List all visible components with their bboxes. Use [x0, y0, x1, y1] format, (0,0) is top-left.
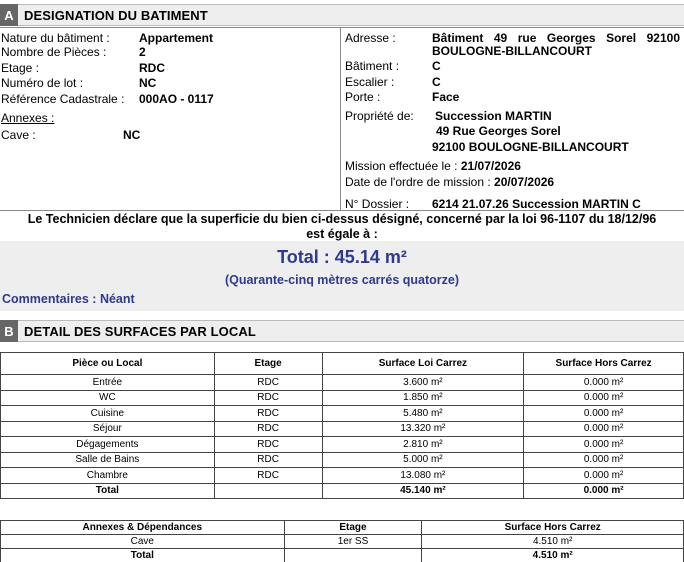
- proprio-label: Propriété de:: [345, 109, 414, 123]
- section-a-title: DESIGNATION DU BATIMENT: [24, 7, 208, 23]
- table-cell: Dégagements: [1, 437, 215, 453]
- building-info-box: [0, 27, 684, 211]
- annexes-table: [0, 520, 684, 562]
- table-cell: 0.000 m²: [524, 468, 684, 484]
- section-b-header: [0, 320, 684, 342]
- col-header-hors-carrez: Surface Hors Carrez: [524, 353, 684, 375]
- table-cell: 5.000 m²: [322, 452, 524, 468]
- table-cell: 3.600 m²: [322, 375, 524, 391]
- table-cell: Cuisine: [1, 406, 215, 422]
- table-row: [1, 390, 684, 406]
- table-cell: RDC: [214, 390, 322, 406]
- table-cell: WC: [1, 390, 215, 406]
- table-cell: 4.510 m²: [422, 535, 684, 549]
- table-cell: 13.320 m²: [322, 421, 524, 437]
- mission-row: [345, 159, 521, 173]
- table-cell: 5.480 m²: [322, 406, 524, 422]
- table-cell: Chambre: [1, 468, 215, 484]
- total-box: [0, 241, 684, 311]
- adresse-line2: BOULOGNE-BILLANCOURT: [432, 44, 592, 58]
- section-a-header: [0, 4, 684, 26]
- escalier-value: C: [432, 75, 441, 89]
- table-cell: RDC: [214, 375, 322, 391]
- total-cell: Total: [1, 549, 285, 562]
- mission-value: 21/07/2026: [460, 159, 521, 173]
- adresse-line1: Bâtiment 49 rue Georges Sorel 92100: [432, 31, 680, 45]
- proprio-line2: 49 Rue Georges Sorel: [436, 124, 561, 138]
- total-row: [1, 549, 684, 562]
- nature-value: Appartement: [139, 31, 214, 45]
- table-row: [1, 468, 684, 484]
- total-cell: 45.140 m²: [322, 483, 524, 499]
- col-header-piece: Pièce ou Local: [1, 353, 215, 375]
- col-header-annexes-surface: Surface Hors Carrez: [422, 521, 684, 535]
- total-cell: [284, 549, 422, 562]
- declaration-line1: Le Technicien déclare que la superficie du bien ci-dessus désigné, concerné par la loi 96-1107 du 18/12/96: [27, 212, 657, 226]
- annexes-header-row: [1, 521, 684, 535]
- total-cell: 4.510 m²: [422, 549, 684, 562]
- ordre-row: [345, 175, 554, 189]
- table-cell: 2.810 m²: [322, 437, 524, 453]
- table-cell: 0.000 m²: [524, 421, 684, 437]
- table-cell: 0.000 m²: [524, 406, 684, 422]
- cadastre-value: 000AO - 0117: [139, 92, 214, 106]
- total-cell: [214, 483, 322, 499]
- pieces-label: Nombre de Pièces :: [1, 45, 107, 59]
- total-cell: Total: [1, 483, 215, 499]
- table-cell: RDC: [214, 406, 322, 422]
- annexes-heading: Annexes :: [1, 111, 55, 125]
- lot-label: Numéro de lot :: [1, 76, 84, 90]
- section-b-title: DETAIL DES SURFACES PAR LOCAL: [24, 323, 256, 339]
- table-row: [1, 421, 684, 437]
- porte-label: Porte :: [345, 90, 381, 104]
- table-cell: Séjour: [1, 421, 215, 437]
- ordre-value: 20/07/2026: [494, 175, 555, 189]
- cave-label: Cave :: [1, 128, 36, 142]
- table-cell: RDC: [214, 421, 322, 437]
- col-header-etage: Etage: [214, 353, 322, 375]
- total-surface: Total : 45.14 m²: [277, 247, 407, 267]
- table-cell: RDC: [214, 437, 322, 453]
- col-header-carrez: Surface Loi Carrez: [322, 353, 524, 375]
- technician-declaration: [0, 212, 684, 242]
- declaration-line2: est égale à :: [306, 227, 378, 241]
- section-a-letter: A: [0, 4, 18, 26]
- escalier-label: Escalier :: [345, 75, 395, 89]
- dossier-label: N° Dossier :: [345, 197, 410, 211]
- table-cell: RDC: [214, 468, 322, 484]
- batiment-label: Bâtiment :: [345, 59, 400, 73]
- table-cell: 13.080 m²: [322, 468, 524, 484]
- etage-value: RDC: [139, 61, 165, 75]
- nature-label: Nature du bâtiment :: [1, 31, 110, 45]
- table-cell: 0.000 m²: [524, 437, 684, 453]
- surfaces-table: [0, 352, 684, 499]
- col-header-annexes-etage: Etage: [284, 521, 422, 535]
- table-row: [1, 375, 684, 391]
- pieces-value: 2: [139, 45, 146, 59]
- batiment-value: C: [432, 59, 441, 73]
- section-b-letter: B: [0, 320, 18, 342]
- mission-label: Mission effectuée le :: [345, 159, 458, 173]
- col-header-annexes: Annexes & Dépendances: [1, 521, 285, 535]
- table-row: [1, 406, 684, 422]
- surfaces-header-row: [1, 353, 684, 375]
- table-cell: Entrée: [1, 375, 215, 391]
- dossier-value: 6214 21.07.26 Succession MARTIN C: [432, 197, 641, 211]
- comments: Commentaires : Néant: [2, 292, 135, 306]
- total-cell: 0.000 m²: [524, 483, 684, 499]
- table-cell: RDC: [214, 452, 322, 468]
- table-cell: Salle de Bains: [1, 452, 215, 468]
- table-cell: Cave: [1, 535, 285, 549]
- adresse-label: Adresse :: [345, 31, 396, 45]
- total-in-words: (Quarante-cinq mètres carrés quatorze): [224, 273, 460, 287]
- column-divider: [340, 28, 341, 210]
- table-cell: 0.000 m²: [524, 375, 684, 391]
- cave-value: NC: [123, 128, 141, 142]
- table-cell: 0.000 m²: [524, 452, 684, 468]
- cadastre-label: Référence Cadastrale :: [1, 92, 125, 106]
- etage-label: Etage :: [1, 61, 40, 75]
- table-cell: 0.000 m²: [524, 390, 684, 406]
- proprio-line1: Succession MARTIN: [435, 109, 552, 123]
- table-cell: 1.850 m²: [322, 390, 524, 406]
- table-row: [1, 452, 684, 468]
- table-cell: 1er SS: [284, 535, 422, 549]
- proprio-line3: 92100 BOULOGNE-BILLANCOURT: [432, 140, 629, 154]
- ordre-label: Date de l'ordre de mission :: [345, 175, 491, 189]
- table-row: [1, 437, 684, 453]
- table-row: [1, 535, 684, 549]
- total-row: [1, 483, 684, 499]
- porte-value: Face: [432, 90, 460, 104]
- lot-value: NC: [139, 76, 157, 90]
